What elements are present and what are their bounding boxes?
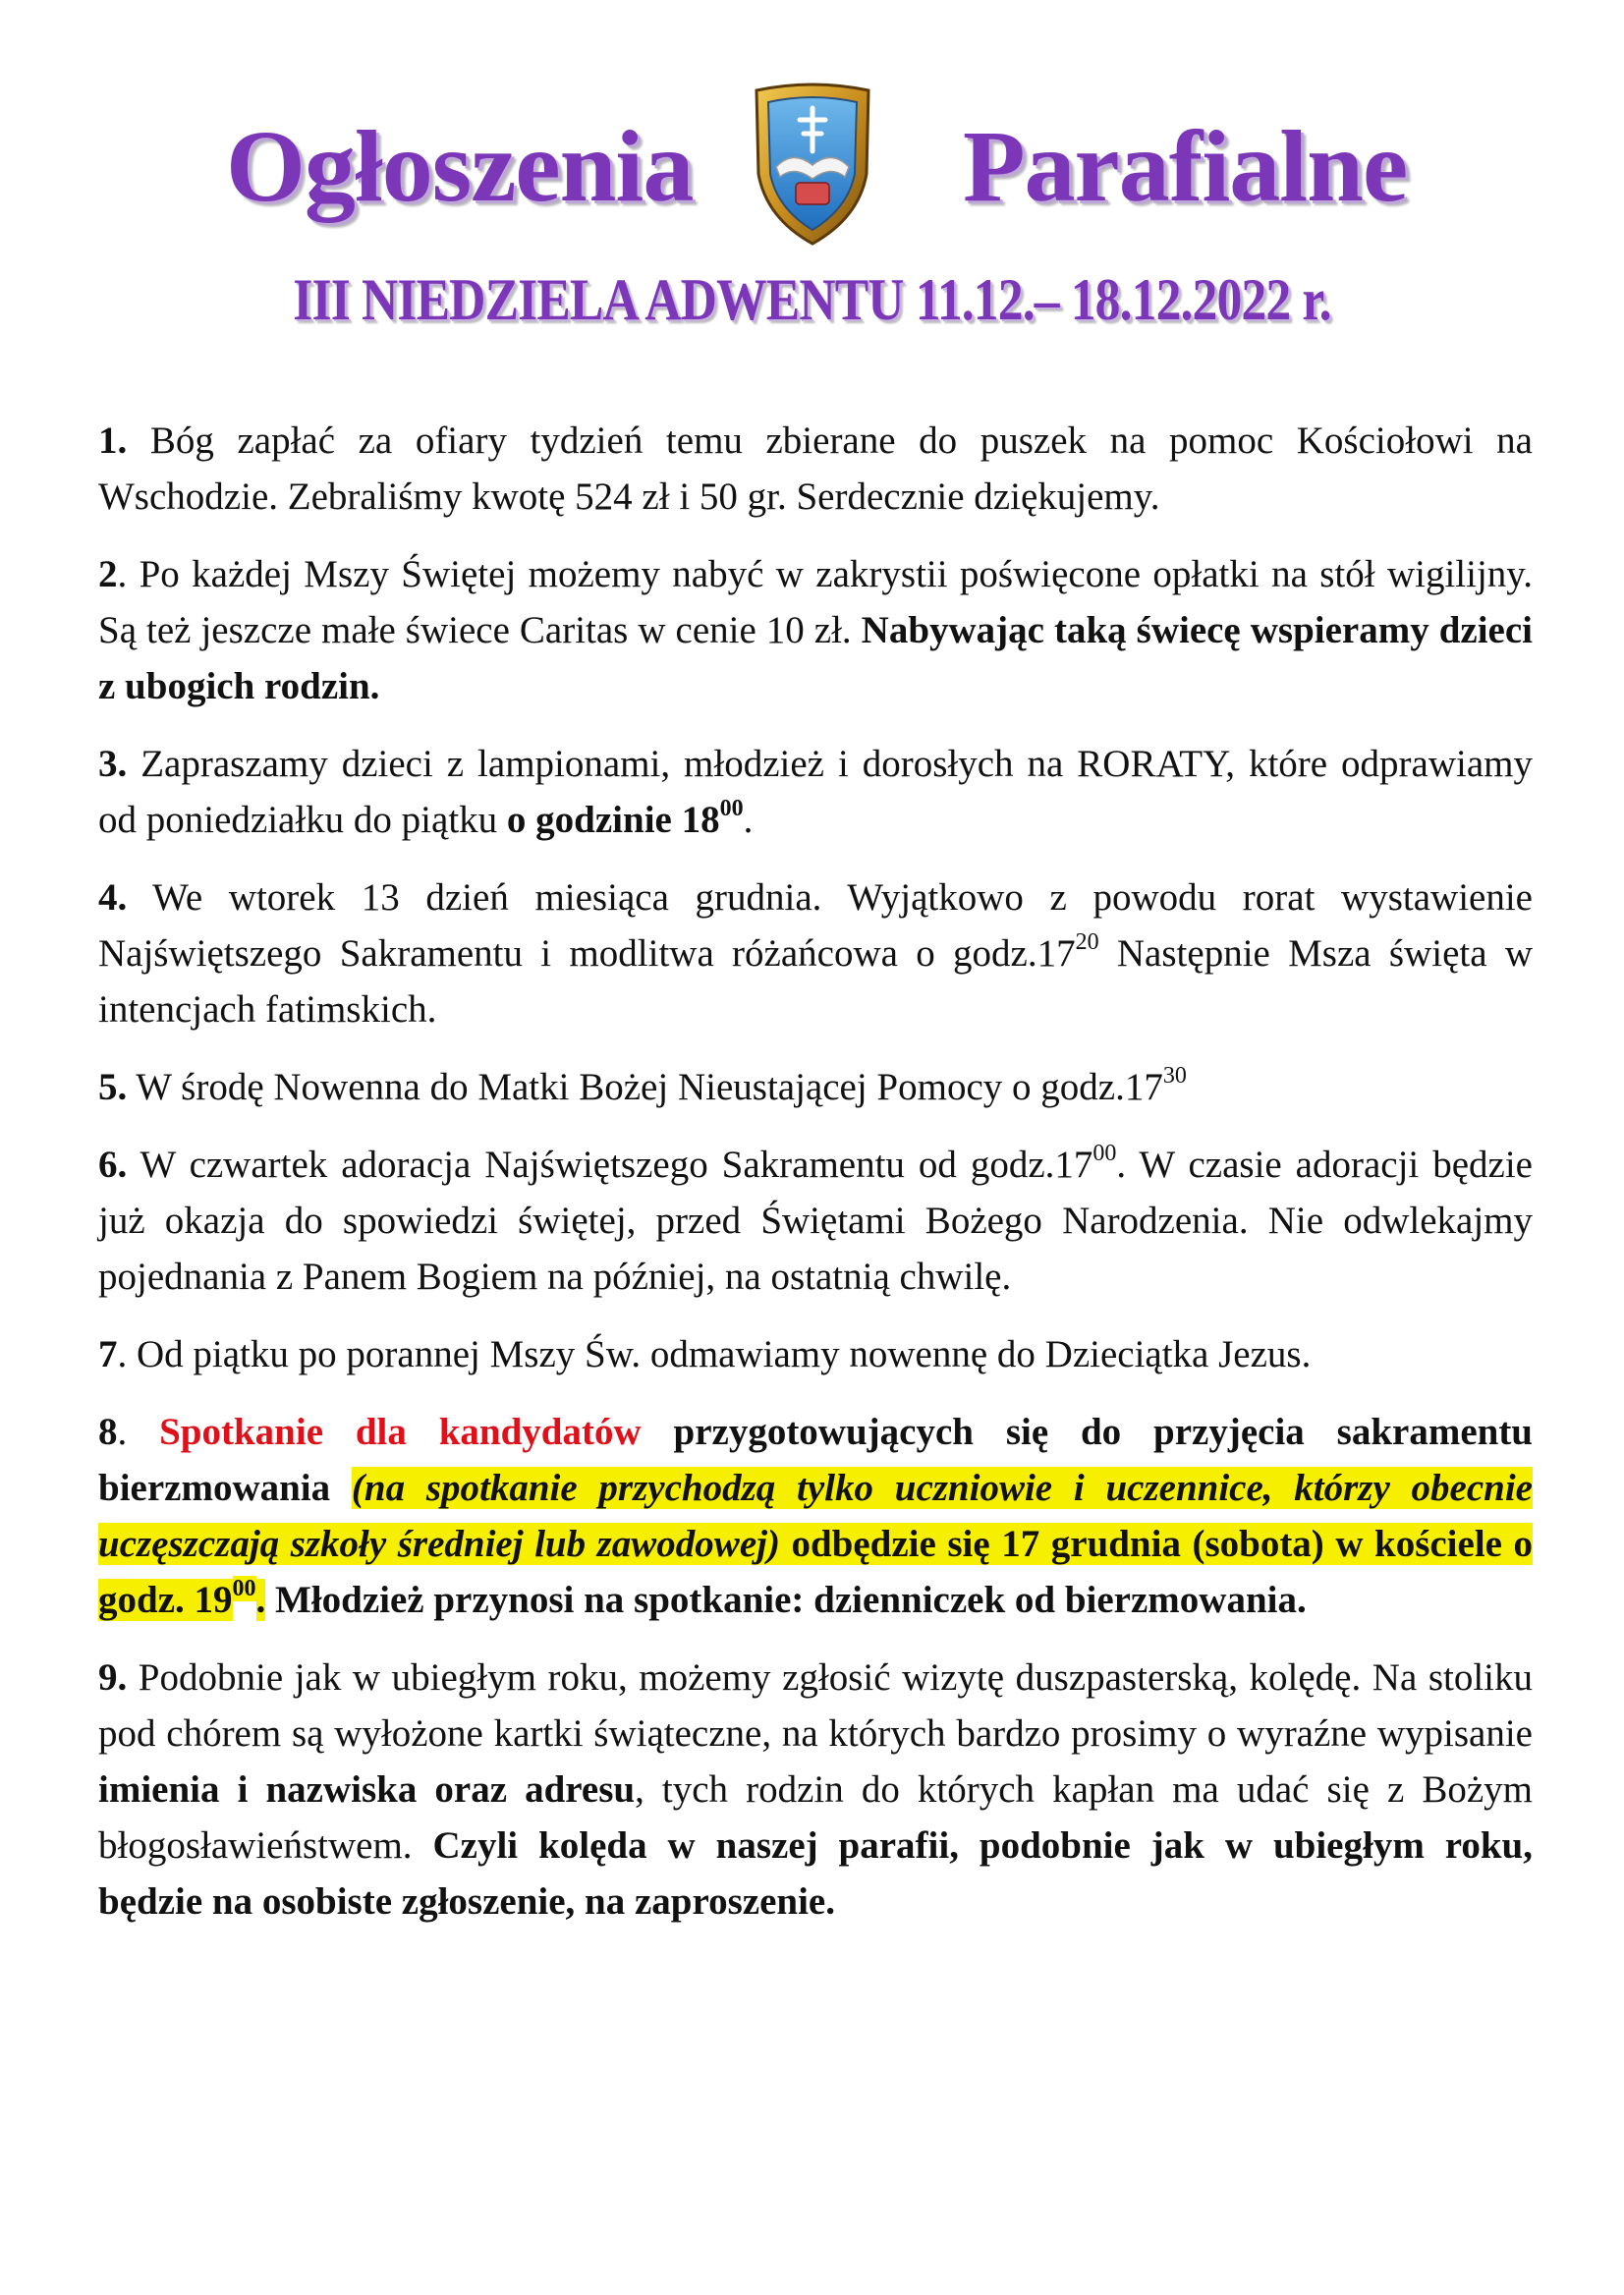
item-number: 2 [98, 553, 118, 595]
item-text: . W czasie adoracji będzie już okazja do spowiedzi świętej, przed Świętami Bożego Narodzenia. Nie odwlekajmy pojednania z Panem Bogiem na później, na ostatnią chwilę. [98, 1144, 1533, 1298]
item-number: 1. [98, 420, 128, 462]
time-superscript: 00 [719, 796, 744, 821]
announcement-1 [98, 413, 1533, 525]
item-bold-text: Czyli kolęda w naszej parafii, podobnie jak w ubiegłym roku, będzie na osobiste zgłoszenie, na zaproszenie. [98, 1824, 1533, 1923]
announcement-7 [98, 1326, 1533, 1382]
subtitle: III NIEDZIELA ADWENTU 11.12.– 18.12.2022 r. [293, 267, 1331, 332]
item-text: W środę Nowenna do Matki Bożej Nieustającej Pomocy o godz.17 [127, 1066, 1163, 1108]
announcement-5 [98, 1059, 1533, 1115]
time-superscript: 30 [1162, 1063, 1187, 1089]
time-superscript: 00 [232, 1576, 256, 1601]
item-text: . Od piątku po porannej Mszy Św. odmawiamy nowennę do Dzieciątka Jezus. [117, 1333, 1312, 1375]
parish-crest-icon [749, 81, 876, 248]
item-number: 9. [98, 1656, 128, 1699]
item-text: We wtorek 13 dzień miesiąca grudnia. Wyjątkowo z powodu rorat wystawienie Najświętszego Sakramentu i modlitwa różańcowa o godz.17 [98, 876, 1533, 975]
item-number: 7 [98, 1333, 118, 1375]
item-bold-text: o godzinie 18 [506, 799, 720, 841]
item-red-text: Spotkanie dla kandydatów [159, 1411, 642, 1453]
item-number: 6. [98, 1144, 128, 1186]
item-text: , tych rodzin do których kapłan ma udać się z Bożym błogosławieństwem. [98, 1768, 1533, 1867]
announcement-6 [98, 1137, 1533, 1305]
announcement-9 [98, 1650, 1533, 1930]
item-bold-text: odbędzie [779, 1523, 948, 1565]
item-text: . Po każdej Mszy Świętej możemy nabyć w zakrystii poświęcone opłatki na stół wigilijny. Są też jeszcze małe świece Caritas w cenie 10 zł. [98, 553, 1533, 651]
item-highlight-dot: . [255, 1579, 266, 1621]
item-text: Podobnie jak w ubiegłym roku, możemy zgłosić wizytę duszpasterską, kolędę. Na stoliku pod chórem są wyłożone kartki świąteczne, na których bardzo prosimy o wyraźne wypisanie [98, 1656, 1533, 1755]
title-left: Ogłoszenia [226, 110, 694, 223]
title-right: Parafialne [963, 110, 1408, 223]
item-text: Zapraszamy dzieci z lampionami, młodzież i dorosłych na RORATY, które odprawiamy od poniedziałku do piątku [98, 743, 1533, 841]
item-text: . [117, 1411, 160, 1453]
item-text: Następnie Msza święta w intencjach fatimskich. [98, 932, 1533, 1031]
item-number: 5. [98, 1066, 128, 1108]
item-highlight-italic: (na spotkanie przychodzą tylko uczniowie i uczennice, którzy obecnie uczęszczają szkoły średniej lub zawodowej) [98, 1467, 1533, 1565]
item-text: W czwartek adoracja Najświętszego Sakramentu od godz.17 [127, 1144, 1093, 1186]
header [0, 98, 1624, 246]
item-bold-text: imienia i nazwiska oraz adresu [98, 1768, 636, 1811]
item-bold-text: Młodzież przynosi na spotkanie: dzienniczek od bierzmowania. [265, 1579, 1307, 1621]
item-bold-text: przygotowujących się do przyjęcia sakramentu bierzmowania [98, 1411, 1533, 1509]
time-superscript: 00 [1092, 1141, 1117, 1166]
item-number: 8 [98, 1411, 118, 1453]
announcement-3 [98, 736, 1533, 848]
announcement-2 [98, 546, 1533, 714]
announcement-4 [98, 869, 1533, 1037]
item-number: 3. [98, 743, 128, 785]
item-bold-text: Nabywając taką świecę wspieramy dzieci z ubogich rodzin. [98, 609, 1533, 707]
announcement-8 [98, 1404, 1533, 1628]
item-text: Bóg zapłać za ofiary tydzień temu zbierane do puszek na pomoc Kościołowi na Wschodzie. Zebraliśmy kwotę 524 zł i 50 gr. Serdecznie dziękujemy. [98, 420, 1533, 518]
item-highlight-bold: się 17 grudnia (sobota) w kościele o godz. 19 [98, 1523, 1533, 1621]
item-number: 4. [98, 876, 128, 919]
announcements-list [98, 413, 1533, 1951]
time-superscript: 20 [1075, 929, 1099, 955]
item-text: . [743, 799, 754, 841]
